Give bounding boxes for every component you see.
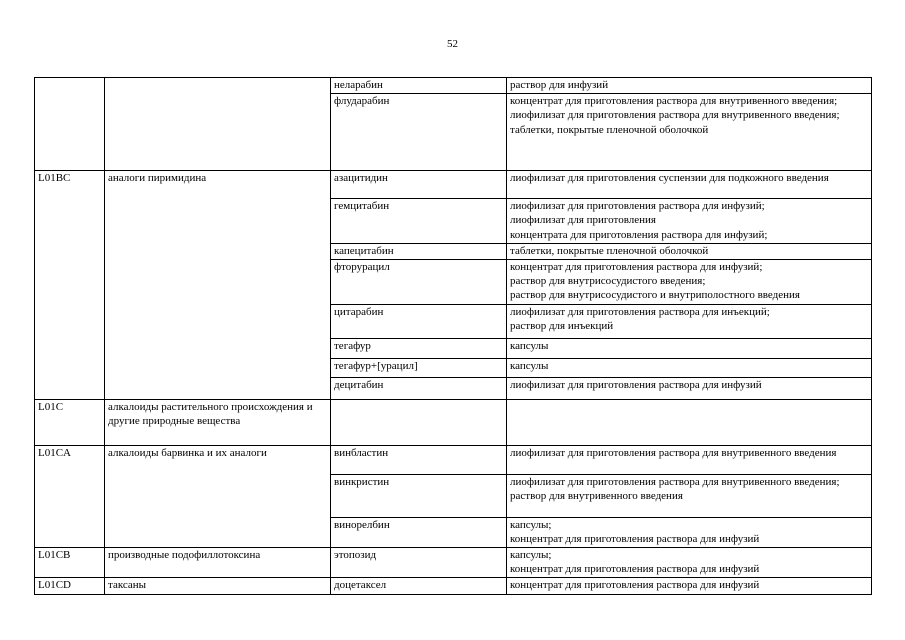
drug-name-cell: винорелбин [331,517,507,547]
table-row [35,358,872,377]
dosage-forms-cell [507,78,872,94]
drug-name-cell: неларабин [331,78,507,94]
table-row [35,243,872,259]
atc-group-cell [105,304,331,338]
atc-code-cell [35,199,105,244]
atc-code-cell [35,517,105,547]
atc-group-cell [105,377,331,399]
table-row [35,304,872,338]
dosage-forms-cell [507,260,872,305]
dosage-form-line: концентрата для приготовления раствора для инфузий; [510,228,768,241]
atc-code-cell [35,338,105,358]
dosage-form-line: раствор для инфузий [510,79,609,91]
dosage-forms-cell [507,304,872,338]
drug-name-cell: фторурацил [331,260,507,305]
dosage-form-line: раствор для внутривенного введения [510,489,683,502]
dosage-form-line: капсулы; [510,518,552,531]
atc-group-cell: производные подофиллотоксина [105,548,331,578]
dosage-forms-cell [507,474,872,517]
drug-name-cell: этопозид [331,548,507,578]
dosage-form-line: концентрат для приготовления раствора для внутривенного введения; [510,95,838,108]
dosage-form-line: лиофилизат для приготовления раствора для внутривенного введения [510,446,837,459]
drug-name-cell: тегафур+[урацил] [331,358,507,377]
dosage-form-line: лиофилизат для приготовления раствора для внутривенного введения; [510,475,840,488]
dosage-forms-cell [507,445,872,474]
dosage-forms-cell [507,94,872,171]
dosage-form-line: лиофилизат для приготовления раствора для внутривенного введения; [510,109,840,122]
atc-group-cell [105,243,331,259]
drug-name-cell: тегафур [331,338,507,358]
drug-name-cell: винкристин [331,474,507,517]
drug-name-cell [331,399,507,445]
atc-code-cell [35,304,105,338]
atc-group-cell: таксаны [105,578,331,594]
dosage-form-line: раствор для внутрисосудистого и внутриполостного введения [510,289,800,302]
atc-code-cell [35,78,105,94]
atc-group-cell: алкалоиды растительного происхождения и другие природные вещества [105,399,331,445]
dosage-form-line: лиофилизат для приготовления [510,214,656,227]
atc-group-cell [105,78,331,94]
drug-classification-table [34,77,872,595]
table-row [35,517,872,547]
dosage-form-line: капсулы [510,339,549,352]
dosage-form-line: раствор для инъекций [510,319,614,332]
atc-code-cell: L01C [35,399,105,445]
drug-name-cell: доцетаксел [331,578,507,594]
dosage-forms-cell [507,517,872,547]
table-row [35,399,872,445]
table-row [35,338,872,358]
drug-name-cell: азацитидин [331,171,507,199]
atc-code-cell: L01BC [35,171,105,199]
dosage-form-line: концентрат для приготовления раствора для инфузий [510,563,760,576]
table-row [35,578,872,594]
dosage-form-line: раствор для внутрисосудистого введения; [510,275,706,288]
atc-code-cell: L01CD [35,578,105,594]
table-row [35,260,872,305]
dosage-form-line: капсулы; [510,549,552,562]
dosage-form-line: таблетки, покрытые пленочной оболочкой [510,244,709,257]
dosage-form-line: лиофилизат для приготовления раствора для инфузий [510,378,762,391]
dosage-form-line: таблетки, покрытые пленочной оболочкой [510,123,709,136]
dosage-forms-cell [507,358,872,377]
page-number: 52 [447,38,458,50]
atc-code-cell [35,260,105,305]
atc-group-cell: алкалоиды барвинка и их аналоги [105,445,331,474]
table-row [35,78,872,94]
dosage-forms-cell [507,199,872,244]
table-row [35,377,872,399]
atc-group-cell [105,338,331,358]
drug-name-cell: флударабин [331,94,507,171]
atc-group-cell [105,517,331,547]
dosage-form-line: лиофилизат для приготовления суспензии для подкожного введения [510,172,829,185]
dosage-form-line: капсулы [510,359,549,372]
dosage-forms-cell [507,578,872,594]
table-row [35,548,872,578]
dosage-forms-cell [507,548,872,578]
atc-code-cell [35,377,105,399]
atc-group-cell [105,358,331,377]
atc-code-cell [35,474,105,517]
drug-name-cell: цитарабин [331,304,507,338]
table-row [35,94,872,171]
table-row [35,199,872,244]
drug-name-cell: винбластин [331,445,507,474]
table-row [35,474,872,517]
dosage-form-line: концентрат для приготовления раствора для инфузий [510,579,760,592]
atc-group-cell: аналоги пиримидина [105,171,331,199]
table-row [35,445,872,474]
dosage-forms-cell [507,243,872,259]
dosage-form-line: лиофилизат для приготовления раствора для инфузий; [510,200,765,213]
dosage-form-line: концентрат для приготовления раствора для инфузий; [510,261,763,274]
atc-code-cell [35,94,105,171]
dosage-forms-cell [507,171,872,199]
dosage-forms-cell [507,399,872,445]
atc-group-cell [105,474,331,517]
drug-name-cell: децитабин [331,377,507,399]
dosage-form-line: концентрат для приготовления раствора для инфузий [510,532,760,545]
dosage-forms-cell [507,377,872,399]
table-row [35,171,872,199]
atc-code-cell [35,358,105,377]
atc-group-cell [105,260,331,305]
atc-code-cell: L01CB [35,548,105,578]
atc-group-cell [105,94,331,171]
dosage-forms-cell [507,338,872,358]
atc-code-cell: L01CA [35,445,105,474]
atc-code-cell [35,243,105,259]
drug-name-cell: гемцитабин [331,199,507,244]
dosage-form-line: лиофилизат для приготовления раствора для инъекций; [510,305,770,318]
atc-group-cell [105,199,331,244]
drug-name-cell: капецитабин [331,243,507,259]
